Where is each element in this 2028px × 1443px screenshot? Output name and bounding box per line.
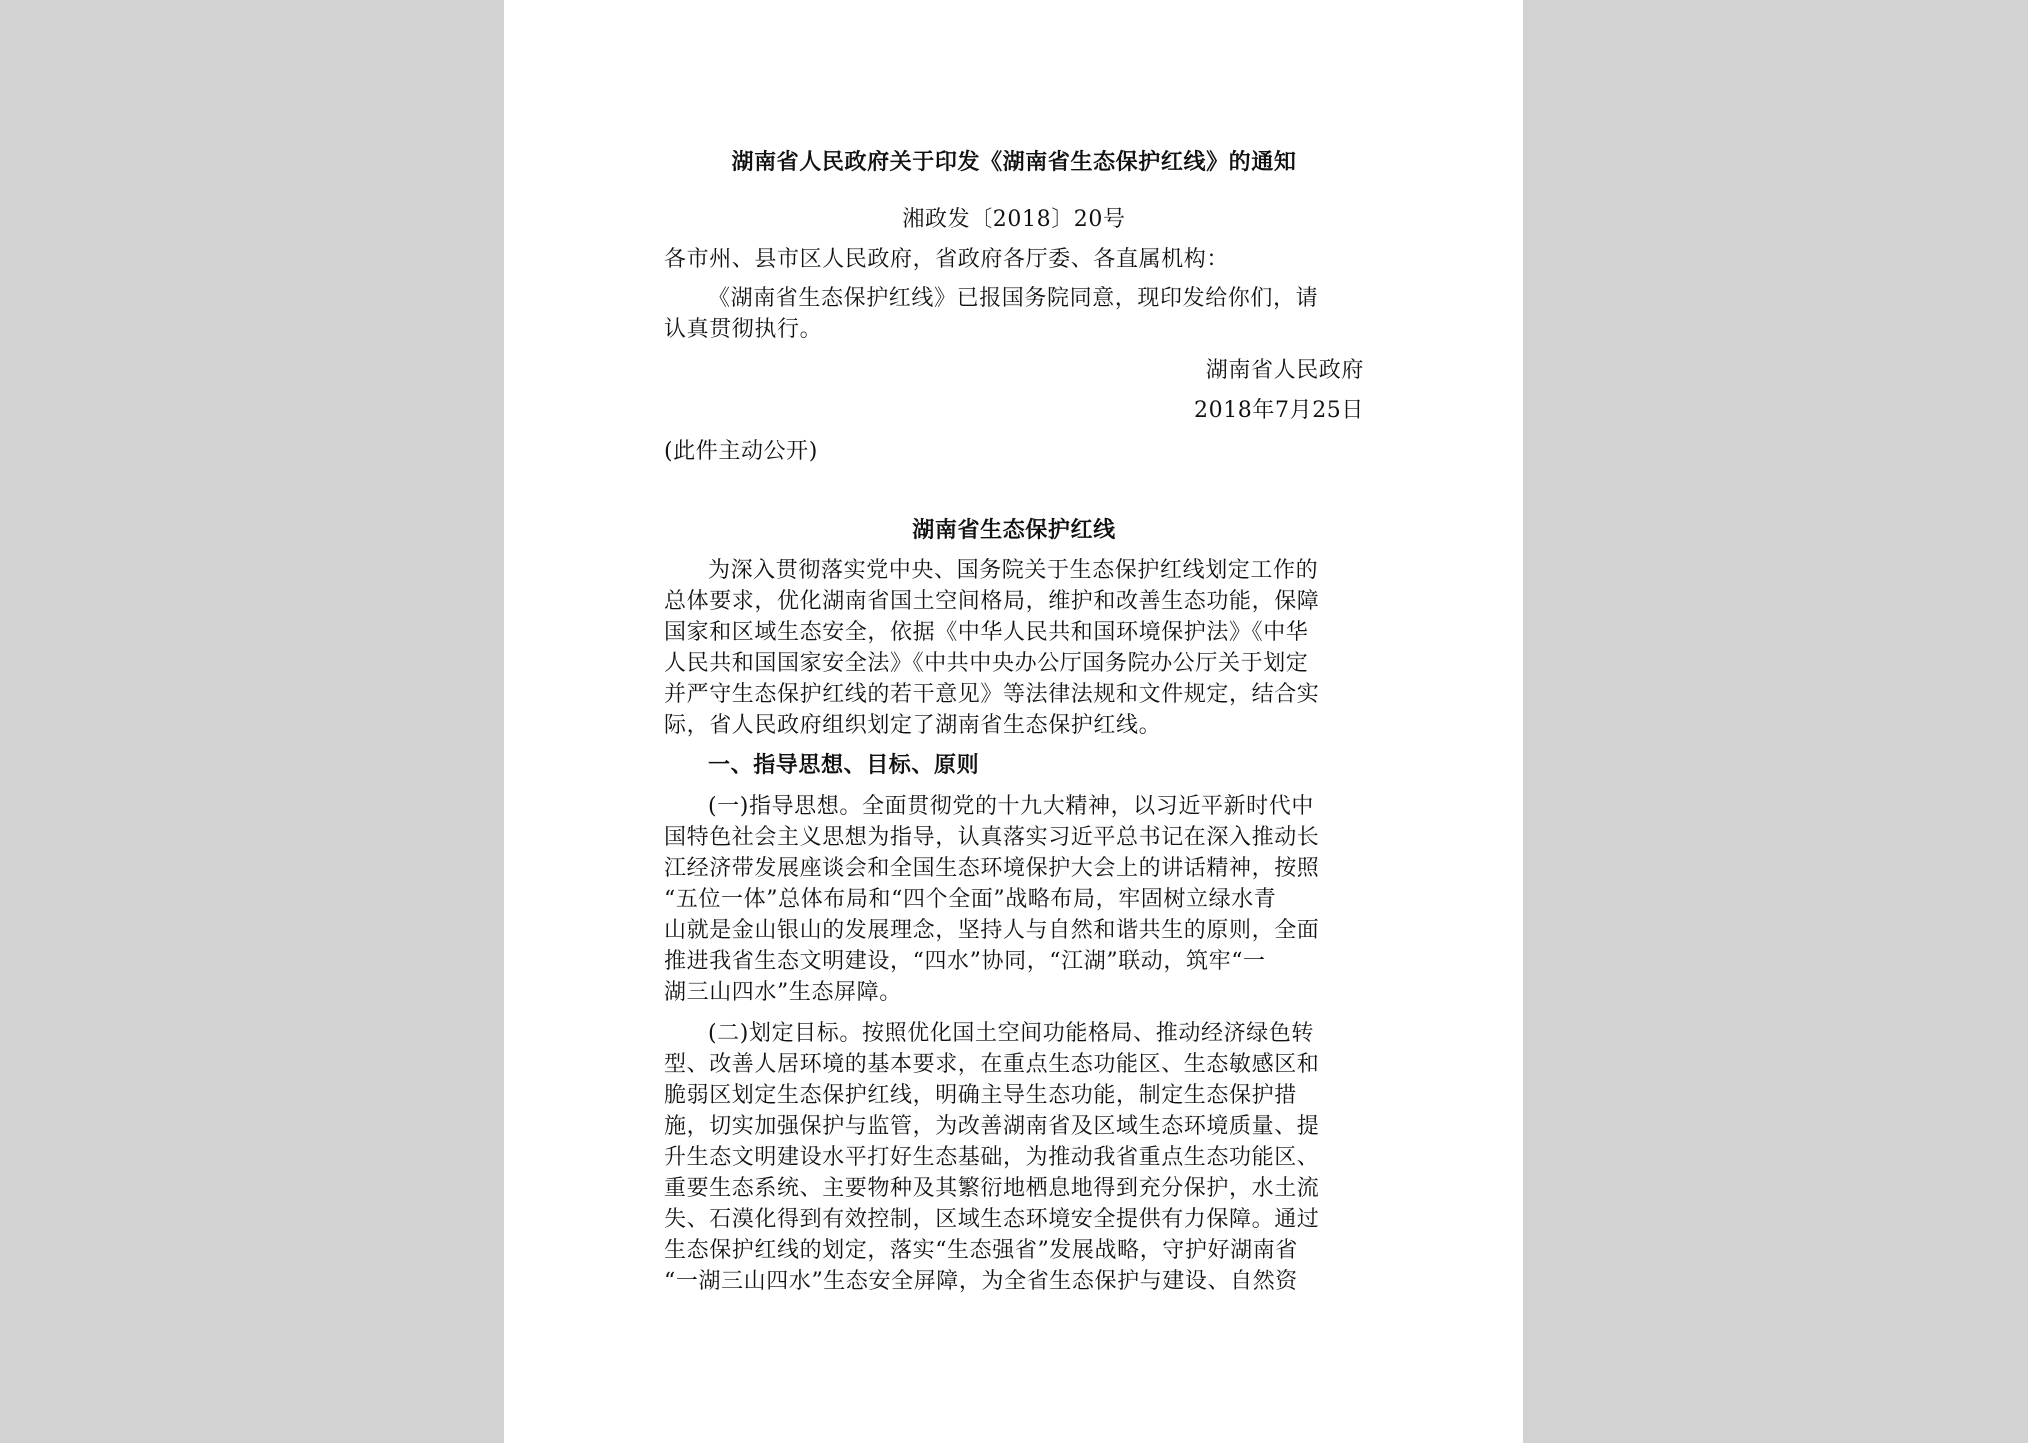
notice-body-line: 《湖南省生态保护红线》已报国务院同意，现印发给你们，请 xyxy=(708,286,1319,311)
intro-line: 并严守生态保护红线的若干意见》等法律法规和文件规定，结合实 xyxy=(664,682,1320,707)
goal-line: (二)划定目标。按照优化国土空间功能格局、推动经济绿色转 xyxy=(708,1021,1314,1046)
guiding-line: 山就是金山银山的发展理念，坚持人与自然和谐共生的原则，全面 xyxy=(664,918,1320,943)
intro-line: 为深入贯彻落实党中央、国务院关于生态保护红线划定工作的 xyxy=(708,558,1319,583)
issue-date: 2018年7月25日 xyxy=(1194,398,1364,423)
guiding-line: (一)指导思想。全面贯彻党的十九大精神，以习近平新时代中 xyxy=(708,794,1314,819)
intro-line: 人民共和国国家安全法》《中共中央办公厅国务院办公厅关于划定 xyxy=(664,651,1309,676)
intro-line: 国家和区域生态安全，依据《中华人民共和国环境保护法》《中华 xyxy=(664,620,1309,645)
document-number: 湘政发〔2018〕20号 xyxy=(902,207,1126,232)
document-page xyxy=(504,0,1523,1443)
guiding-line: 江经济带发展座谈会和全国生态环境保护大会上的讲话精神，按照 xyxy=(664,856,1320,881)
issuer-signature: 湖南省人民政府 xyxy=(1205,358,1364,383)
goal-line: 施，切实加强保护与监管，为改善湖南省及区域生态环境质量、提 xyxy=(664,1114,1320,1139)
guiding-line: 国特色社会主义思想为指导，认真落实习近平总书记在深入推动长 xyxy=(664,825,1320,850)
goal-line: 升生态文明建设水平打好生态基础，为推动我省重点生态功能区、 xyxy=(664,1145,1320,1170)
guiding-line: 湖三山四水”生态屏障。 xyxy=(664,980,902,1005)
intro-line: 总体要求，优化湖南省国土空间格局，维护和改善生态功能，保障 xyxy=(664,589,1320,614)
goal-line: 生态保护红线的划定，落实“生态强省”发展战略，守护好湖南省 xyxy=(664,1238,1298,1263)
notice-body-line: 认真贯彻执行。 xyxy=(664,317,823,342)
goal-line: 脆弱区划定生态保护红线，明确主导生态功能，制定生态保护措 xyxy=(664,1083,1297,1108)
guiding-line: “五位一体”总体布局和“四个全面”战略布局，牢固树立绿水青 xyxy=(664,887,1277,912)
disclosure-note: (此件主动公开) xyxy=(664,439,818,464)
addressee: 各市州、县市区人民政府，省政府各厅委、各直属机构： xyxy=(664,247,1230,272)
goal-line: 失、石漠化得到有效控制，区域生态环境安全提供有力保障。通过 xyxy=(664,1207,1320,1232)
notice-title: 湖南省人民政府关于印发《湖南省生态保护红线》的通知 xyxy=(731,150,1297,175)
section-heading: 一、指导思想、目标、原则 xyxy=(708,753,980,778)
goal-line: 重要生态系统、主要物种及其繁衍地栖息地得到充分保护，水土流 xyxy=(664,1176,1320,1201)
guiding-line: 推进我省生态文明建设，“四水”协同，“江湖”联动，筑牢“一 xyxy=(664,949,1266,974)
goal-line: 型、改善人居环境的基本要求，在重点生态功能区、生态敏感区和 xyxy=(664,1052,1320,1077)
intro-line: 际，省人民政府组织划定了湖南省生态保护红线。 xyxy=(664,713,1162,738)
goal-line: “一湖三山四水”生态安全屏障，为全省生态保护与建设、自然资 xyxy=(664,1269,1298,1294)
redline-title: 湖南省生态保护红线 xyxy=(912,518,1116,543)
